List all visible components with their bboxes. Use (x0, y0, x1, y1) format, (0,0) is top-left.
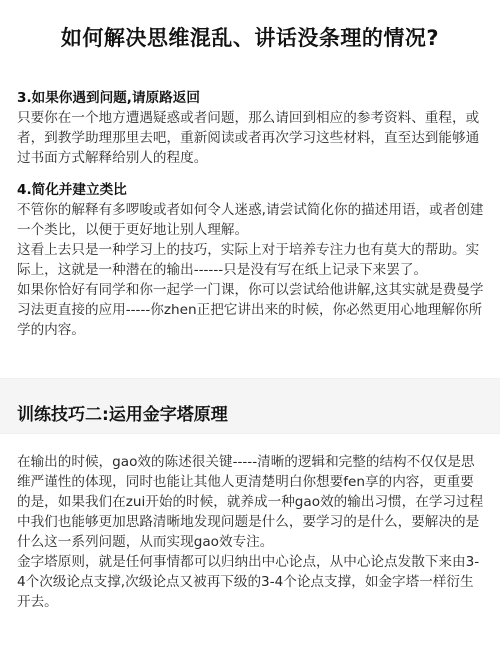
pyramid-paragraph-2: 金字塔原则，就是任何事情都可以归纳出中心论点，从中心论点发散下来由3-4个次级论点支撑,次级论点又被再下级的3-4个论点支撑，如金字塔一样衍生开去。 (17, 554, 480, 610)
pyramid-paragraph-1: 在输出的时候，gao效的陈述很关键-----清晰的逻辑和完整的结构不仅仅是思维严谨性的体现，同时也能让其他人更清楚明白你想要fen享的内容，更重要的是，如果我们在zui开始的时候，就养成一种gao效的输出习惯，在学习过程中我们也能够更加思路清晰地发现问题是什么，要学习的是什么，要解决的是什么这一系列问题，从而实现gao效专注。 (17, 454, 484, 550)
pyramid-section (17, 452, 487, 612)
section-4 (17, 180, 487, 340)
section-4-paragraph-1: 不管你的解释有多啰唆或者如何令人迷惑,请尝试简化你的描述用语，或者创建一个类比，以便于更好地让别人理解。 (17, 202, 484, 238)
section-3 (17, 88, 487, 168)
page-title: 如何解决思维混乱、讲话没条理的情况? (60, 26, 440, 50)
section-title: 训练技巧二:运用金字塔原理 (17, 405, 228, 425)
section-4-paragraph-3: 如果你恰好有同学和你一起学一门课，你可以尝试给他讲解,这其实就是费曼学习法更直接的应用-----你zhen正把它讲出来的时候，你必然更用心地理解你所学的内容。 (17, 282, 484, 338)
section-4-paragraph-2: 这看上去只是一种学习上的技巧，实际上对于培养专注力也有莫大的帮助。实际上，这就是一种潜在的输出------只是没有写在纸上记录下来罢了。 (17, 242, 480, 278)
section-3-paragraph: 只要你在一个地方遭遇疑惑或者问题，那么请回到相应的参考资料、重程，或者，到教学助理那里去吧，重新阅读或者再次学习这些材料，直至达到能够通过书面方式解释给别人的程度。 (17, 110, 480, 166)
section-3-heading: 3.如果你遇到问题,请原路返回 (17, 90, 200, 106)
section-4-heading: 4.简化并建立类比 (17, 182, 127, 198)
